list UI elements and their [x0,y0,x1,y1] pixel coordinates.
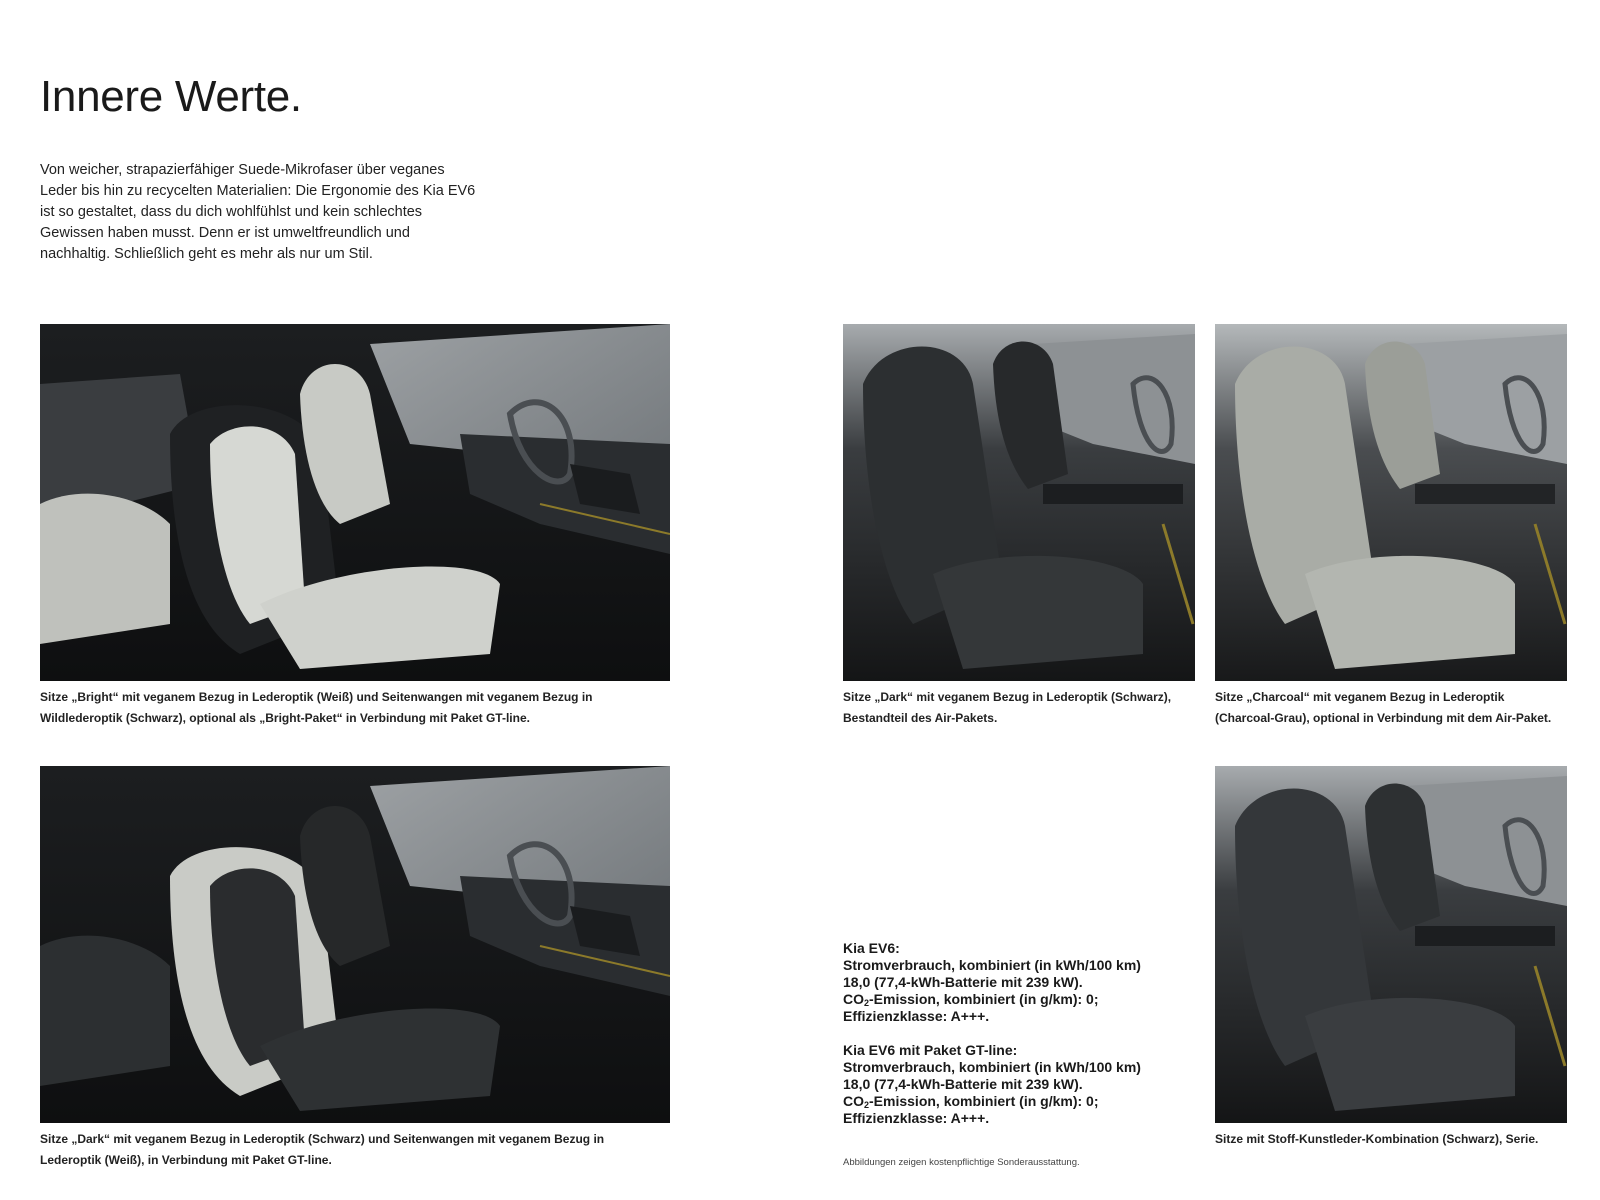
co2-suffix: -Emission, kombiniert (in g/km): 0; [869,1093,1099,1109]
caption-charcoal-line2: (Charcoal-Grau), optional in Verbindung mit dem Air-Paket. [1215,711,1552,725]
caption-bright-line2: Wildlederoptik (Schwarz), optional als „Bright-Paket“ in Verbindung mit Paket GT-line. [40,711,530,725]
co2-prefix: CO [843,1093,864,1109]
rear-seat [40,936,170,1086]
co2-subscript: 2 [864,998,870,1008]
interior-photo-charcoal [1215,324,1567,681]
image-footnote: Abbildungen zeigen kostenpflichtige Sonderausstattung. [843,1157,1080,1168]
caption-dark [843,687,1203,729]
interior-photo-dark-gtline [40,766,670,1123]
consumption-label: Stromverbrauch, kombiniert (in kWh/100 km) [843,957,1141,973]
efficiency-class: Effizienzklasse: A+++. [843,1110,990,1126]
co2-subscript: 2 [864,1100,870,1110]
interior-photo-fabric [1215,766,1567,1123]
caption-dark-line1: Sitze „Dark“ mit veganem Bezug in Lederoptik (Schwarz), [843,690,1172,704]
efficiency-block-ev6-gtline [843,1042,1183,1127]
intro-paragraph: Von weicher, strapazierfähiger Suede-Mikrofaser über veganes Leder bis hin zu recycelten Materialien: Die Ergonomie des Kia EV6 ist so gestaltet, dass du dich wohlfühlst und kein schlechtes Gewissen haben musst. Denn er ist umweltfreundlich und nachhaltig. Schließlich geht es mehr als nur um Stil. [40,162,476,262]
caption-dark-gtline-line2: Lederoptik (Weiß), in Verbindung mit Paket GT-line. [40,1153,332,1167]
efficiency-info [843,940,1183,1144]
efficiency-block-ev6 [843,940,1183,1025]
consumption-label: Stromverbrauch, kombiniert (in kWh/100 km) [843,1059,1141,1075]
caption-dark-gtline [40,1129,680,1171]
consumption-value: 18,0 (77,4-kWh-Batterie mit 239 kW). [843,974,1083,990]
efficiency-class: Effizienzklasse: A+++. [843,1008,990,1024]
consumption-value: 18,0 (77,4-kWh-Batterie mit 239 kW). [843,1076,1083,1092]
co2-emission [843,991,1183,1008]
rear-seat [40,494,170,644]
co2-prefix: CO [843,991,864,1007]
caption-dark-gtline-line1: Sitze „Dark“ mit veganem Bezug in Lederoptik (Schwarz) und Seitenwangen mit veganem Bezug in [40,1132,605,1146]
caption-charcoal [1215,687,1595,729]
caption-bright-line1: Sitze „Bright“ mit veganem Bezug in Lederoptik (Weiß) und Seitenwangen mit veganem Bezug in [40,690,593,704]
interior-photo-dark [843,324,1195,681]
caption-bright [40,687,680,729]
interior-photo-bright [40,324,670,681]
caption-charcoal-line1: Sitze „Charcoal“ mit veganem Bezug in Lederoptik [1215,690,1505,704]
seat-cushion [933,556,1143,669]
model-name: Kia EV6 mit Paket GT-line: [843,1042,1018,1058]
co2-emission [843,1093,1183,1110]
page-title: Innere Werte. [40,72,302,121]
model-name: Kia EV6: [843,940,900,956]
seat-cushion [1305,998,1515,1111]
caption-fabric-line1: Sitze mit Stoff-Kunstleder-Kombination (Schwarz), Serie. [1215,1132,1539,1146]
co2-suffix: -Emission, kombiniert (in g/km): 0; [869,991,1099,1007]
caption-dark-line2: Bestandteil des Air-Pakets. [843,711,998,725]
caption-fabric [1215,1129,1595,1150]
seat-cushion [1305,556,1515,669]
